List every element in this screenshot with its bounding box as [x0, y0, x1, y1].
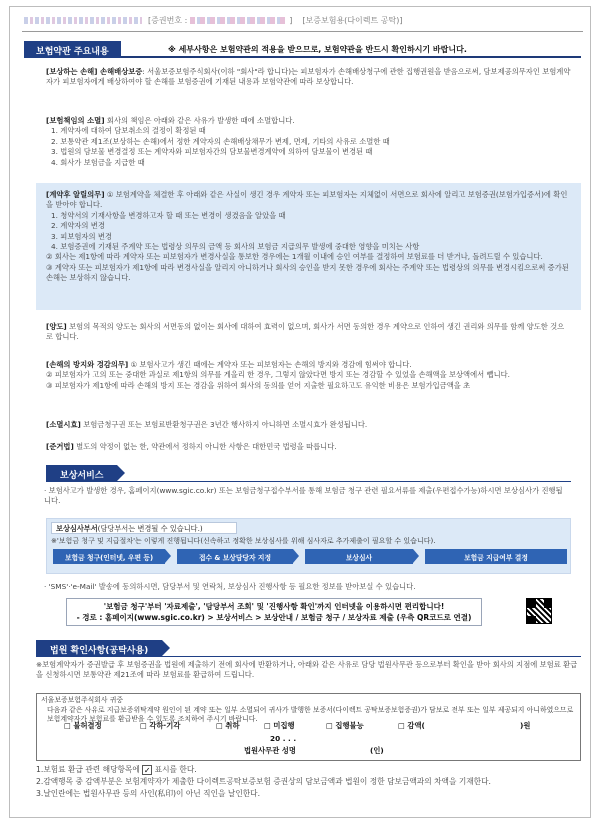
transfer-block — [46, 322, 571, 343]
claims-process-box — [46, 518, 571, 574]
limitation-label: [소멸시효] — [46, 420, 81, 429]
qr-code-icon[interactable] — [526, 598, 552, 624]
claims-intro: · 보험사고가 발생한 경우, 홈페이지(www.sgic.co.kr) 또는 보험금청구접수부서를 통해 보험금 청구 관련 필요서류를 제출(우편접수가능)하시면 보상심사가 진행됩니다. — [44, 486, 563, 506]
transfer-text: 보험의 목적의 양도는 회사의 서면동의 없이는 회사에 대하여 효력이 없으며, 회사가 서면 동의한 경우 계약으로 인하여 생긴 권리와 의무를 함께 양도한 것으로 합니다. — [46, 322, 565, 342]
extinction-item: 2. 보통약관 제1조(보상하는 손해)에서 정한 계약자의 손해배상채무가 변제, 면제, 기타의 사유로 소멸한 때 — [51, 136, 390, 146]
cert-number-end: ] — [289, 15, 293, 25]
notify-block — [46, 190, 571, 284]
homepage-guide — [66, 598, 482, 626]
step-claim: 보험금 청구(인터넷, 우편 등) — [53, 549, 165, 564]
option-unexecutable[interactable]: □ 집행불능 — [326, 721, 364, 730]
process-note: ※'보험금 청구 및 지급절차'는 이렇게 진행됩니다(신속하고 정확한 보상심사를 위해 심사자로 추가제출이 필요할 수 있습니다). — [51, 537, 436, 545]
extinction-label: [보험책임의 소멸] — [46, 116, 105, 125]
option-dismiss[interactable]: □ 각하·기각 — [140, 721, 181, 730]
notify-p3: ③ 계약자 또는 피보험자가 제1항에 따라 변경사실을 알리지 아니하거나 회사의 승인을 받지 못한 경우에 회사는 주계약 또는 법령상의 의무를 변경시킴으로써 증가된 손해는 보상하지 않습니다. — [46, 262, 569, 283]
sms-notice: · 'SMS'·'e-Mail' 발송에 동의하시면, 담당부서 및 연락처, 보상심사 진행사항 등 필요한 정보를 받아보실 수 있습니다. — [44, 582, 416, 591]
footnote-3: 3.날인란에는 법원사무관 등의 사인(私印)이 아닌 직인을 날인한다. — [36, 789, 261, 798]
step-decision: 보험금 지급여부 결정 — [425, 549, 567, 564]
insured-loss-label: [보상하는 손해] 손해배상보증 — [46, 67, 143, 76]
process-label: 보상심사부서 — [56, 524, 98, 533]
notify-item: 3. 피보험자의 변경 — [51, 231, 112, 241]
cert-number-label: [증권번호 : — [148, 15, 188, 25]
homepage-line2: - 경로 : 홈페이지(www.sgic.co.kr) > 보상서비스 > 보상안내 / 보험금 청구 / 보상자료 제출 (우측 QR코드로 연결) — [76, 613, 472, 622]
footnote-1: 1.보험료 환급 관련 해당항목에 ✓ 표시를 한다. — [36, 765, 197, 775]
court-intro: ※보험계약자가 증권발급 후 보험증권을 법원에 제출하기 전에 회사에 반환하거나, 아래와 같은 사유로 담당 법원사무관 등으로부터 확인을 받아 회사의 지점에 보험료 환급을 신청하시면 보통약관 제21조에 따라 보험료를 환급하여 드립니다. — [36, 660, 578, 680]
notify-p2: ② 회사는 제1항에 따라 계약자 또는 피보험자가 변경사실을 통보한 경우에는 1개월 이내에 승인 여부를 결정하여 보험료를 더 받거나, 돌려드릴 수 있습니다. — [46, 252, 543, 262]
redacted-cert-number — [190, 17, 286, 24]
footnote-2: 2.감액행목 중 감액부분은 보험계약자가 제출한 다이렉트공탁보증보험 증권상의 담보금액과 법원이 정한 담보금액과의 차액을 기재한다. — [36, 777, 491, 786]
court-form-box — [36, 693, 581, 761]
checkmark-icon: ✓ — [143, 766, 151, 775]
notify-text: ① 보험계약을 체결한 후 아래와 같은 사실이 생긴 경우 계약자 또는 피보험자는 지체없이 서면으로 회사에 알리고 보험증권(보험가입증서)에 확인을 받아야 합니다. — [46, 190, 568, 210]
process-header — [51, 522, 237, 534]
prevention-label: [손해의 방지와 경감의무] — [46, 360, 129, 369]
claims-section-title: 보상서비스 — [46, 465, 117, 481]
terms-section-bar — [24, 41, 581, 58]
extinction-item: 4. 회사가 보험금을 지급한 때 — [51, 157, 145, 167]
claims-divider — [46, 481, 571, 482]
limitation-text: 보험금청구권 또는 보험료반환청구권은 3년간 행사하지 아니하면 소멸시효가 완성됩니다. — [83, 420, 368, 429]
document-header — [24, 12, 581, 28]
option-unexecuted[interactable]: □ 미집행 — [264, 721, 295, 730]
insured-loss-text: : 서울보증보험주식회사(이하 "회사"라 합니다)는 피보험자가 손해배상청구에 관한 집행권원을 받음으로써, 담보제공의무자인 보험계약자가 피보험자에게 배상하여야 할 손해를 보험증권에 기재된 내용과 보험약관에 따라 보상합니다. — [46, 67, 571, 87]
homepage-line1: '보험금 청구'부터 '자료제출', '담당부서 조회' 및 '진행사항 확인'까지 인터넷을 이용하시면 편리합니다! — [103, 602, 445, 611]
process-sub: (담당부서는 변경될 수 있습니다.) — [97, 524, 203, 533]
notify-item: 1. 청약서의 기재사항을 변경하고자 할 때 또는 변경이 생겼음을 알았을 때 — [51, 210, 286, 220]
option-disallow[interactable]: □ 불허결정 — [64, 721, 102, 730]
extinction-block — [46, 116, 571, 168]
court-footnotes — [36, 764, 579, 800]
form-seal: (인) — [370, 746, 384, 755]
prevention-p2: ② 피보험자가 고의 또는 중대한 과실로 제1항의 의무를 게을리 한 경우, 그렇지 않았다면 방지 또는 경감할 수 있었을 손해액을 보상액에서 뺍니다. — [46, 370, 510, 380]
redacted-text — [24, 17, 142, 24]
transfer-label: [양도] — [46, 322, 67, 331]
option-withdraw[interactable]: □ 취하 — [216, 721, 240, 730]
notify-item: 2. 계약자의 변경 — [51, 221, 105, 231]
notify-item: 4. 보험증권에 기재된 주계약 또는 법령상 의무의 금액 등 회사의 보험금 지급의무 발생에 중대한 영향을 미치는 사항 — [51, 242, 420, 252]
governing-label: [준거법] — [46, 442, 74, 451]
extinction-text: 회사의 책임은 아래와 같은 사유가 발생한 때에 소멸합니다. — [106, 116, 295, 125]
reduction-unit: )원 — [520, 721, 531, 730]
governing-text: 별도의 약정이 없는 한, 약관에서 정하지 아니한 사항은 대한민국 법령을 따릅니다. — [76, 442, 337, 451]
court-section-title: 법원 확인사항(공탁사용) — [36, 640, 162, 656]
prevention-p1: ① 보험사고가 생긴 때에는 계약자 또는 피보험자는 손해의 방지와 경감에 힘써야 합니다. — [130, 360, 412, 369]
terms-section-title: 보험약관 주요내용 — [24, 41, 121, 58]
process-steps — [53, 549, 564, 565]
notify-label: [계약후 알릴의무] — [46, 190, 105, 199]
prevention-block — [46, 360, 571, 391]
doc-type: [보증보험용(다이렉트 공탁)] — [302, 15, 403, 25]
extinction-item: 3. 법원의 담보물 변경결정 또는 계약자와 피보험자간의 담보물변경계약에 의하여 담보물이 변경된 때 — [51, 147, 373, 157]
extinction-item: 1. 계약자에 대하여 담보취소의 결정이 확정된 때 — [51, 126, 206, 136]
insured-loss-block — [46, 67, 571, 88]
limitation-block — [46, 420, 571, 430]
court-divider — [36, 656, 581, 657]
court-body: 다음과 같은 사유로 지급보증위탁계약 원인이 된 계약 또는 일부 소멸되어 귀사가 발행한 보증서(다이렉트 공탁보증보험증권)가 담보로 전부 또는 일부 제공되지 아니하였으므로 보험계약자가 보험료를 환급받을 수 있도록 조치하여 주시기 바랍니다. — [47, 705, 574, 723]
prevention-p3: ③ 피보험자가 제1항에 따라 손해의 방지 또는 경감을 위하여 회사의 동의를 얻어 지출한 필요하고도 유익한 비용은 보험가입금액을 초 — [46, 380, 471, 390]
step-assign: 접수 & 보상담당자 지정 — [177, 549, 293, 564]
court-addressee: 서울보증보험주식회사 귀중 — [41, 696, 124, 704]
form-date[interactable]: 20 . . . — [270, 734, 297, 743]
option-reduction[interactable]: □ 감액( — [398, 721, 425, 730]
header-divider — [22, 31, 583, 32]
terms-notice: ※ 세부사항은 보험약관의 적용을 받으므로, 보험약관을 반드시 확인하시기 바랍니다. — [168, 45, 467, 54]
step-review: 보상심사 — [305, 549, 413, 564]
form-signature[interactable]: 법원사무관 성명 — [244, 746, 296, 755]
governing-block — [46, 442, 571, 452]
